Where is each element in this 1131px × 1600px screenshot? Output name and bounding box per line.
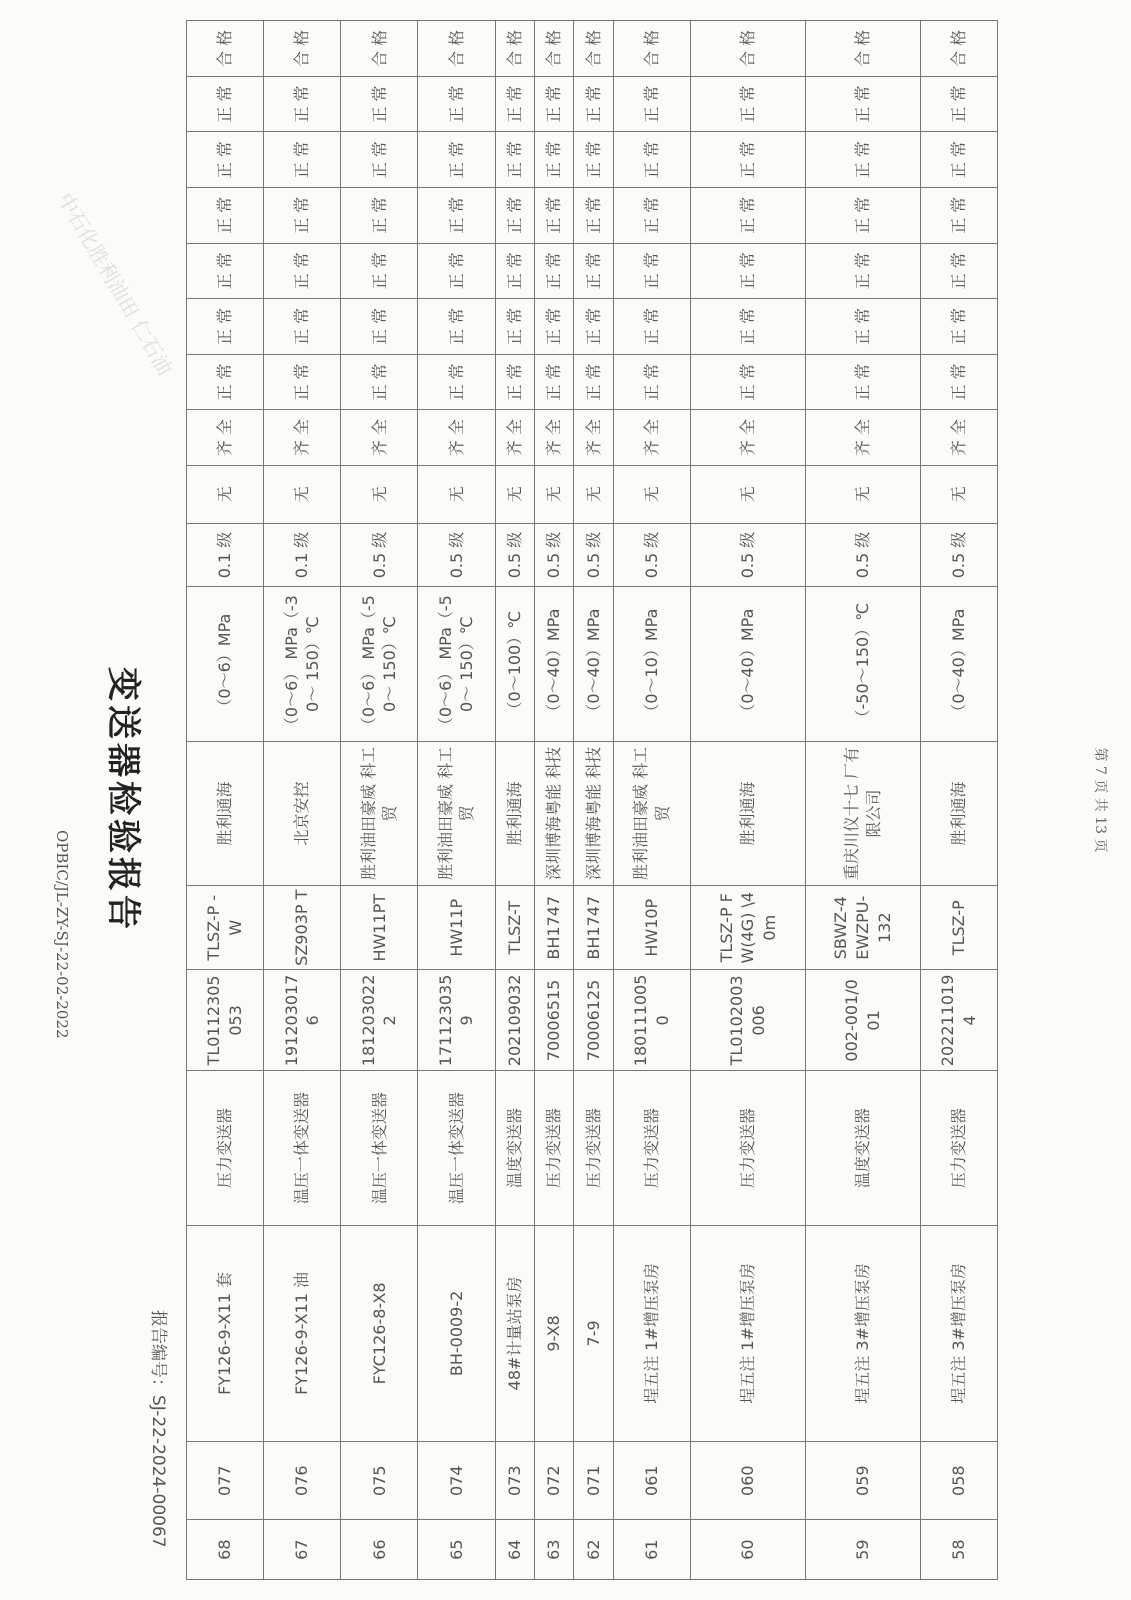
cell-serial: 70006125 (574, 970, 613, 1071)
cell-maker: 胜利通海 (495, 741, 534, 885)
cell-c4: 正 常 (418, 243, 495, 299)
cell-c2: 正 常 (535, 354, 574, 410)
cell-range: （0～40）MPa (574, 587, 613, 741)
cell-result: 合 格 (495, 21, 534, 77)
cell-maker: 深圳博海粤能 科技 (574, 741, 613, 885)
cell-range: （0～6）MPa (187, 587, 264, 741)
cell-accuracy: 0.5 级 (805, 523, 920, 587)
cell-c4: 正 常 (187, 243, 264, 299)
cell-range: （0～100）℃ (495, 587, 534, 741)
cell-name: 压力变送器 (691, 1071, 806, 1225)
cell-c3: 正 常 (264, 299, 341, 355)
cell-location: FY126-9-X11 油 (264, 1225, 341, 1441)
page-number: 第 7 页 共 13 页 (1092, 747, 1108, 853)
cell-c6: 正 常 (920, 132, 997, 188)
cell-c3: 正 常 (805, 299, 920, 355)
cell-accuracy: 0.5 级 (535, 523, 574, 587)
cell-serial: 002-001/0 01 (805, 970, 920, 1071)
cell-c1: 齐 全 (495, 410, 534, 466)
cell-range: （0～40）MPa (691, 587, 806, 741)
cell-c7: 正 常 (691, 76, 806, 132)
cell-c3: 正 常 (341, 299, 418, 355)
cell-accuracy: 0.5 级 (691, 523, 806, 587)
cell-result: 合 格 (264, 21, 341, 77)
document-code: OPBIC/JL-ZY-SJ-22-02-2022 (53, 830, 71, 1039)
cell-name: 温度变送器 (495, 1071, 534, 1225)
cell-c2: 正 常 (341, 354, 418, 410)
cell-serial: 202109032 (495, 970, 534, 1071)
cell-c7: 正 常 (495, 76, 534, 132)
cell-serial: 180111005 0 (613, 970, 690, 1071)
cell-c5: 正 常 (691, 187, 806, 243)
cell-c3: 正 常 (920, 299, 997, 355)
cell-model: TLSZ-T (495, 886, 534, 970)
cell-model: TLSZ-P (920, 886, 997, 970)
cell-damage: 无 (805, 465, 920, 523)
cell-damage: 无 (535, 465, 574, 523)
cell-c1: 齐 全 (613, 410, 690, 466)
cell-location: BH-0009-2 (418, 1225, 495, 1441)
cell-damage: 无 (187, 465, 264, 523)
page-title: 变送器检验报告 (103, 667, 143, 933)
cell-c7: 正 常 (418, 76, 495, 132)
cell-maker: 胜利油田豪威 科工贸 (418, 741, 495, 885)
cell-c4: 正 常 (264, 243, 341, 299)
cell-c6: 正 常 (535, 132, 574, 188)
cell-c4: 正 常 (805, 243, 920, 299)
cell-location: 埕五注 3#增压泵房 (920, 1225, 997, 1441)
cell-code: 077 (187, 1442, 264, 1520)
cell-serial: 181203022 2 (341, 970, 418, 1071)
cell-c2: 正 常 (920, 354, 997, 410)
cell-name: 压力变送器 (574, 1071, 613, 1225)
cell-c3: 正 常 (613, 299, 690, 355)
cell-c7: 正 常 (264, 76, 341, 132)
cell-c2: 正 常 (613, 354, 690, 410)
cell-accuracy: 0.5 级 (341, 523, 418, 587)
cell-c7: 正 常 (535, 76, 574, 132)
cell-range: （0～6） MPa（-50～ 150）℃ (418, 587, 495, 741)
cell-range: （0～40）MPa (920, 587, 997, 741)
cell-c5: 正 常 (495, 187, 534, 243)
cell-c5: 正 常 (187, 187, 264, 243)
cell-c4: 正 常 (920, 243, 997, 299)
cell-range: （-50～150）℃ (805, 587, 920, 741)
cell-c2: 正 常 (418, 354, 495, 410)
cell-accuracy: 0.5 级 (418, 523, 495, 587)
cell-name: 温度变送器 (805, 1071, 920, 1225)
cell-code: 060 (691, 1442, 806, 1520)
cell-maker: 胜利油田豪威 科工贸 (613, 741, 690, 885)
cell-c7: 正 常 (187, 76, 264, 132)
cell-location: 埕五注 1#增压泵房 (613, 1225, 690, 1441)
cell-c4: 正 常 (341, 243, 418, 299)
cell-c6: 正 常 (574, 132, 613, 188)
inspection-table (186, 20, 998, 1580)
cell-c4: 正 常 (535, 243, 574, 299)
cell-range: （0～6） MPa（-50～ 150）℃ (341, 587, 418, 741)
cell-seq: 61 (613, 1520, 690, 1580)
cell-serial: 70006515 (535, 970, 574, 1071)
cell-result: 合 格 (574, 21, 613, 77)
table-row (574, 21, 613, 1580)
cell-maker: 胜利通海 (691, 741, 806, 885)
cell-name: 压力变送器 (920, 1071, 997, 1225)
cell-damage: 无 (920, 465, 997, 523)
cell-c1: 齐 全 (341, 410, 418, 466)
table-row (418, 21, 495, 1580)
cell-name: 压力变送器 (613, 1071, 690, 1225)
cell-c1: 齐 全 (187, 410, 264, 466)
cell-c5: 正 常 (264, 187, 341, 243)
cell-c2: 正 常 (187, 354, 264, 410)
cell-name: 温压一体变送器 (264, 1071, 341, 1225)
cell-c3: 正 常 (574, 299, 613, 355)
cell-c3: 正 常 (187, 299, 264, 355)
cell-c5: 正 常 (613, 187, 690, 243)
cell-c1: 齐 全 (264, 410, 341, 466)
cell-code: 074 (418, 1442, 495, 1520)
cell-serial: TL0102003 006 (691, 970, 806, 1071)
cell-maker: 北京安控 (264, 741, 341, 885)
cell-result: 合 格 (418, 21, 495, 77)
cell-result: 合 格 (920, 21, 997, 77)
table-row (613, 21, 690, 1580)
cell-c7: 正 常 (574, 76, 613, 132)
cell-seq: 66 (341, 1520, 418, 1580)
cell-location: 7-9 (574, 1225, 613, 1441)
cell-seq: 63 (535, 1520, 574, 1580)
cell-seq: 59 (805, 1520, 920, 1580)
cell-c2: 正 常 (805, 354, 920, 410)
cell-c4: 正 常 (691, 243, 806, 299)
table-row (805, 21, 920, 1580)
cell-c2: 正 常 (574, 354, 613, 410)
cell-location: FY126-9-X11 套 (187, 1225, 264, 1441)
cell-c7: 正 常 (805, 76, 920, 132)
cell-serial: 191203017 6 (264, 970, 341, 1071)
cell-code: 076 (264, 1442, 341, 1520)
cell-result: 合 格 (535, 21, 574, 77)
cell-seq: 65 (418, 1520, 495, 1580)
cell-c4: 正 常 (613, 243, 690, 299)
cell-accuracy: 0.1 级 (264, 523, 341, 587)
cell-result: 合 格 (613, 21, 690, 77)
cell-seq: 62 (574, 1520, 613, 1580)
cell-model: TLSZ-P -W (187, 886, 264, 970)
cell-result: 合 格 (341, 21, 418, 77)
cell-location: 埕五注 1#增压泵房 (691, 1225, 806, 1441)
cell-c1: 齐 全 (574, 410, 613, 466)
cell-result: 合 格 (805, 21, 920, 77)
cell-c6: 正 常 (187, 132, 264, 188)
table-row (341, 21, 418, 1580)
cell-accuracy: 0.5 级 (495, 523, 534, 587)
cell-c6: 正 常 (691, 132, 806, 188)
cell-seq: 68 (187, 1520, 264, 1580)
cell-damage: 无 (264, 465, 341, 523)
cell-c6: 正 常 (495, 132, 534, 188)
cell-damage: 无 (341, 465, 418, 523)
cell-location: 埕五注 3#增压泵房 (805, 1225, 920, 1441)
table-row (187, 21, 264, 1580)
cell-name: 温压一体变送器 (341, 1071, 418, 1225)
cell-c5: 正 常 (418, 187, 495, 243)
cell-seq: 67 (264, 1520, 341, 1580)
table-row (495, 21, 534, 1580)
table-row (264, 21, 341, 1580)
cell-damage: 无 (613, 465, 690, 523)
cell-c7: 正 常 (613, 76, 690, 132)
cell-code: 072 (535, 1442, 574, 1520)
cell-model: SZ903P T (264, 886, 341, 970)
cell-c1: 齐 全 (535, 410, 574, 466)
cell-model: SBWZ-4 EWZPU- 132 (805, 886, 920, 970)
cell-damage: 无 (495, 465, 534, 523)
cell-model: TLSZ-P FW(4G) \40m (691, 886, 806, 970)
cell-c6: 正 常 (418, 132, 495, 188)
cell-seq: 64 (495, 1520, 534, 1580)
cell-damage: 无 (574, 465, 613, 523)
cell-code: 061 (613, 1442, 690, 1520)
cell-model: HW11PT (341, 886, 418, 970)
cell-c4: 正 常 (495, 243, 534, 299)
cell-code: 058 (920, 1442, 997, 1520)
cell-c5: 正 常 (805, 187, 920, 243)
cell-c1: 齐 全 (418, 410, 495, 466)
cell-c6: 正 常 (805, 132, 920, 188)
cell-c7: 正 常 (341, 76, 418, 132)
cell-c6: 正 常 (341, 132, 418, 188)
cell-code: 059 (805, 1442, 920, 1520)
cell-name: 压力变送器 (187, 1071, 264, 1225)
cell-c1: 齐 全 (920, 410, 997, 466)
cell-location: FYC126-8-X8 (341, 1225, 418, 1441)
cell-c6: 正 常 (613, 132, 690, 188)
cell-range: （0～6） MPa（-30～ 150）℃ (264, 587, 341, 741)
cell-c3: 正 常 (535, 299, 574, 355)
cell-c1: 齐 全 (691, 410, 806, 466)
cell-code: 071 (574, 1442, 613, 1520)
cell-maker: 胜利通海 (187, 741, 264, 885)
cell-model: BH1747 (574, 886, 613, 970)
cell-c2: 正 常 (495, 354, 534, 410)
cell-c6: 正 常 (264, 132, 341, 188)
cell-code: 075 (341, 1442, 418, 1520)
cell-name: 温压一体变送器 (418, 1071, 495, 1225)
cell-c4: 正 常 (574, 243, 613, 299)
cell-serial: 202211019 4 (920, 970, 997, 1071)
cell-c2: 正 常 (264, 354, 341, 410)
cell-seq: 60 (691, 1520, 806, 1580)
cell-accuracy: 0.5 级 (920, 523, 997, 587)
cell-model: BH1747 (535, 886, 574, 970)
cell-maker: 胜利通海 (920, 741, 997, 885)
cell-accuracy: 0.1 级 (187, 523, 264, 587)
cell-location: 48#计量站泵房 (495, 1225, 534, 1441)
cell-model: HW11P (418, 886, 495, 970)
cell-result: 合 格 (187, 21, 264, 77)
cell-c2: 正 常 (691, 354, 806, 410)
cell-range: （0～40）MPa (535, 587, 574, 741)
cell-c5: 正 常 (341, 187, 418, 243)
cell-serial: TL0112305 053 (187, 970, 264, 1071)
table-row (535, 21, 574, 1580)
cell-c3: 正 常 (691, 299, 806, 355)
cell-maker: 胜利油田豪威 科工贸 (341, 741, 418, 885)
cell-maker: 重庆川仪十七 厂有限公司 (805, 741, 920, 885)
cell-serial: 171123035 9 (418, 970, 495, 1071)
cell-damage: 无 (691, 465, 806, 523)
cell-c5: 正 常 (920, 187, 997, 243)
cell-damage: 无 (418, 465, 495, 523)
cell-c1: 齐 全 (805, 410, 920, 466)
cell-code: 073 (495, 1442, 534, 1520)
cell-c5: 正 常 (574, 187, 613, 243)
watermark-text: 中石化胜利油田 仁石油 (53, 188, 178, 380)
cell-seq: 58 (920, 1520, 997, 1580)
table-row (691, 21, 806, 1580)
cell-maker: 深圳博海粤能 科技 (535, 741, 574, 885)
cell-range: （0～10）MPa (613, 587, 690, 741)
cell-result: 合 格 (691, 21, 806, 77)
cell-c5: 正 常 (535, 187, 574, 243)
cell-accuracy: 0.5 级 (574, 523, 613, 587)
cell-c7: 正 常 (920, 76, 997, 132)
cell-c3: 正 常 (418, 299, 495, 355)
cell-location: 9-X8 (535, 1225, 574, 1441)
report-number: 报告编号：SJ-22-2024-00067 (148, 1310, 168, 1548)
cell-c3: 正 常 (495, 299, 534, 355)
cell-model: HW10P (613, 886, 690, 970)
cell-accuracy: 0.5 级 (613, 523, 690, 587)
cell-name: 压力变送器 (535, 1071, 574, 1225)
table-row (920, 21, 997, 1580)
